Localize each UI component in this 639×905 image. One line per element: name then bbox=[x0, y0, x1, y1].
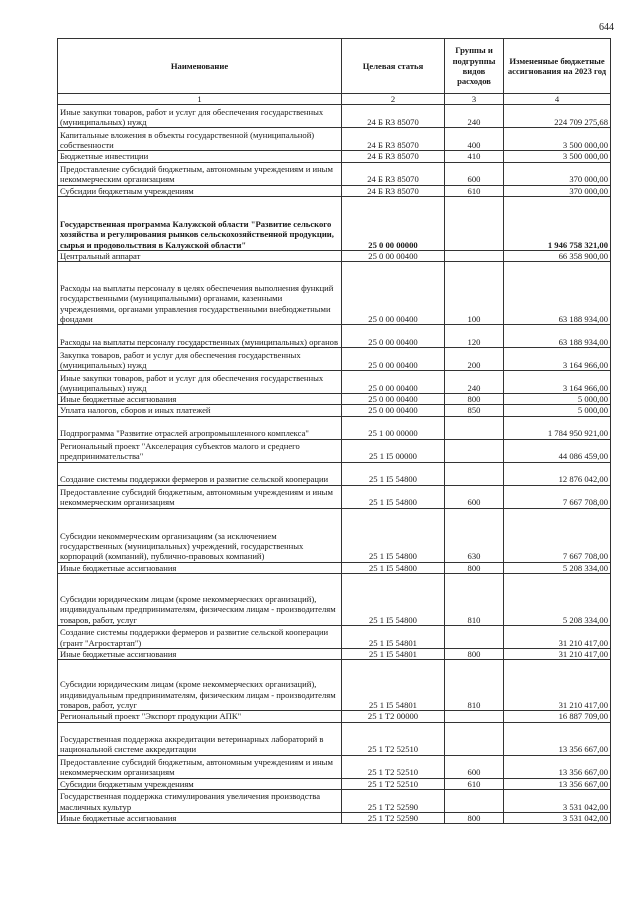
row-target-code: 24 Б R3 85070 bbox=[342, 162, 445, 185]
row-target-code: 25 0 00 00400 bbox=[342, 250, 445, 261]
row-name: Создание системы поддержки фермеров и развитие сельской кооперации (грант "Агростартап") bbox=[58, 626, 342, 649]
page-number: 644 bbox=[599, 22, 614, 33]
row-expense-group: 810 bbox=[445, 660, 504, 711]
row-name: Подпрограмма "Развитие отраслей агропромышленного комплекса" bbox=[58, 416, 342, 439]
row-target-code: 25 1 I5 54800 bbox=[342, 574, 445, 626]
row-expense-group bbox=[445, 250, 504, 261]
row-amount: 370 000,00 bbox=[504, 162, 611, 185]
table-header-row bbox=[58, 39, 611, 94]
table-row bbox=[58, 755, 611, 778]
row-expense-group: 410 bbox=[445, 151, 504, 162]
row-amount: 12 876 042,00 bbox=[504, 462, 611, 485]
table-body bbox=[58, 105, 611, 824]
row-expense-group bbox=[445, 626, 504, 649]
row-target-code: 25 1 I5 54800 bbox=[342, 462, 445, 485]
header-amount: Измененные бюджетные ассигнования на 2023 год bbox=[504, 39, 611, 94]
row-amount: 1 946 758 321,00 bbox=[504, 196, 611, 250]
row-name: Центральный аппарат bbox=[58, 250, 342, 261]
column-number: 2 bbox=[342, 94, 445, 105]
table-row bbox=[58, 649, 611, 660]
table-row bbox=[58, 574, 611, 626]
row-target-code: 25 1 I5 54801 bbox=[342, 660, 445, 711]
row-name: Закупка товаров, работ и услуг для обеспечения государственных (муниципальных) нужд bbox=[58, 348, 342, 371]
table-row bbox=[58, 485, 611, 508]
table-row bbox=[58, 325, 611, 348]
row-amount: 7 667 708,00 bbox=[504, 485, 611, 508]
row-target-code: 25 0 00 00400 bbox=[342, 325, 445, 348]
table-row bbox=[58, 462, 611, 485]
row-target-code: 25 1 00 00000 bbox=[342, 416, 445, 439]
header-name: Наименование bbox=[58, 39, 342, 94]
row-expense-group bbox=[445, 416, 504, 439]
row-expense-group: 600 bbox=[445, 162, 504, 185]
row-name: Капитальные вложения в объекты государственной (муниципальной) собственности bbox=[58, 128, 342, 151]
row-target-code: 25 1 I5 54800 bbox=[342, 485, 445, 508]
row-amount: 31 210 417,00 bbox=[504, 626, 611, 649]
row-expense-group: 400 bbox=[445, 128, 504, 151]
row-expense-group bbox=[445, 711, 504, 722]
row-expense-group: 610 bbox=[445, 778, 504, 789]
row-amount: 31 210 417,00 bbox=[504, 660, 611, 711]
row-name: Государственная поддержка стимулирования увеличения производства масличных культур bbox=[58, 789, 342, 812]
row-name: Расходы на выплаты персоналу государственных (муниципальных) органов bbox=[58, 325, 342, 348]
row-amount: 5 000,00 bbox=[504, 405, 611, 416]
table-row bbox=[58, 711, 611, 722]
table-row bbox=[58, 508, 611, 562]
row-target-code: 25 1 T2 52510 bbox=[342, 755, 445, 778]
row-target-code: 25 0 00 00400 bbox=[342, 371, 445, 394]
row-target-code: 25 0 00 00000 bbox=[342, 196, 445, 250]
row-name: Государственная программа Калужской области "Развитие сельского хозяйства и регулирования рынков сельскохозяйственной продукции, сырья и продовольствия в Калужской области" bbox=[58, 196, 342, 250]
row-name: Региональный проект "Экспорт продукции АПК" bbox=[58, 711, 342, 722]
row-target-code: 25 1 T2 00000 bbox=[342, 711, 445, 722]
row-target-code: 24 Б R3 85070 bbox=[342, 105, 445, 128]
row-target-code: 25 1 I5 54801 bbox=[342, 626, 445, 649]
row-amount: 5 208 334,00 bbox=[504, 562, 611, 573]
row-amount: 3 531 042,00 bbox=[504, 812, 611, 823]
table-row bbox=[58, 250, 611, 261]
table-row bbox=[58, 626, 611, 649]
row-expense-group bbox=[445, 462, 504, 485]
row-name: Иные бюджетные ассигнования bbox=[58, 394, 342, 405]
row-target-code: 25 1 I5 54800 bbox=[342, 562, 445, 573]
row-amount: 1 784 950 921,00 bbox=[504, 416, 611, 439]
table-row bbox=[58, 405, 611, 416]
row-name: Создание системы поддержки фермеров и развитие сельской кооперации bbox=[58, 462, 342, 485]
row-expense-group bbox=[445, 196, 504, 250]
row-name: Иные бюджетные ассигнования bbox=[58, 812, 342, 823]
row-target-code: 25 1 I5 00000 bbox=[342, 439, 445, 462]
row-amount: 13 356 667,00 bbox=[504, 778, 611, 789]
row-target-code: 25 1 T2 52510 bbox=[342, 778, 445, 789]
row-name: Предоставление субсидий бюджетным, автономным учреждениям и иным некоммерческим организациям bbox=[58, 755, 342, 778]
row-amount: 3 500 000,00 bbox=[504, 128, 611, 151]
row-name: Иные бюджетные ассигнования bbox=[58, 562, 342, 573]
table-row bbox=[58, 394, 611, 405]
row-name: Субсидии юридическим лицам (кроме некоммерческих организаций), индивидуальным предпринимателям, физическим лицам - производителям товаров, работ, услуг bbox=[58, 660, 342, 711]
row-amount: 16 887 709,00 bbox=[504, 711, 611, 722]
row-name: Иные закупки товаров, работ и услуг для обеспечения государственных (муниципальных) нужд bbox=[58, 105, 342, 128]
column-number-row bbox=[58, 94, 611, 105]
row-name: Расходы на выплаты персоналу в целях обеспечения выполнения функций государственными (муниципальными) органами, казенными учреждениями, органами управления государственными внебюджетными фондами bbox=[58, 262, 342, 325]
row-expense-group: 600 bbox=[445, 485, 504, 508]
table-row bbox=[58, 262, 611, 325]
row-amount: 31 210 417,00 bbox=[504, 649, 611, 660]
table-row bbox=[58, 812, 611, 823]
table-row bbox=[58, 778, 611, 789]
row-expense-group bbox=[445, 722, 504, 755]
row-expense-group: 850 bbox=[445, 405, 504, 416]
row-expense-group: 800 bbox=[445, 562, 504, 573]
row-target-code: 25 1 T2 52590 bbox=[342, 812, 445, 823]
row-expense-group: 240 bbox=[445, 105, 504, 128]
table-row bbox=[58, 196, 611, 250]
row-expense-group: 610 bbox=[445, 185, 504, 196]
table-row bbox=[58, 562, 611, 573]
column-number: 3 bbox=[445, 94, 504, 105]
row-amount: 3 164 966,00 bbox=[504, 348, 611, 371]
table-row bbox=[58, 105, 611, 128]
table-row bbox=[58, 185, 611, 196]
row-expense-group: 800 bbox=[445, 812, 504, 823]
row-expense-group: 120 bbox=[445, 325, 504, 348]
row-expense-group: 630 bbox=[445, 508, 504, 562]
row-amount: 3 164 966,00 bbox=[504, 371, 611, 394]
row-name: Субсидии юридическим лицам (кроме некоммерческих организаций), индивидуальным предпринимателям, физическим лицам - производителям товаров, работ, услуг bbox=[58, 574, 342, 626]
row-name: Государственная поддержка аккредитации ветеринарных лабораторий в национальной системе аккредитации bbox=[58, 722, 342, 755]
row-amount: 3 531 042,00 bbox=[504, 789, 611, 812]
table-row bbox=[58, 416, 611, 439]
row-amount: 7 667 708,00 bbox=[504, 508, 611, 562]
table-row bbox=[58, 789, 611, 812]
row-amount: 44 086 459,00 bbox=[504, 439, 611, 462]
column-number: 1 bbox=[58, 94, 342, 105]
row-amount: 3 500 000,00 bbox=[504, 151, 611, 162]
row-expense-group: 100 bbox=[445, 262, 504, 325]
row-target-code: 25 1 T2 52590 bbox=[342, 789, 445, 812]
header-target: Целевая статья bbox=[342, 39, 445, 94]
row-expense-group: 600 bbox=[445, 755, 504, 778]
row-name: Предоставление субсидий бюджетным, автономным учреждениям и иным некоммерческим организациям bbox=[58, 485, 342, 508]
row-target-code: 25 1 I5 54800 bbox=[342, 508, 445, 562]
table-row bbox=[58, 371, 611, 394]
table-row bbox=[58, 151, 611, 162]
table-row bbox=[58, 162, 611, 185]
table-row bbox=[58, 439, 611, 462]
row-target-code: 25 1 T2 52510 bbox=[342, 722, 445, 755]
row-target-code: 24 Б R3 85070 bbox=[342, 128, 445, 151]
table-row bbox=[58, 722, 611, 755]
row-expense-group: 800 bbox=[445, 394, 504, 405]
row-expense-group: 240 bbox=[445, 371, 504, 394]
column-number: 4 bbox=[504, 94, 611, 105]
row-expense-group bbox=[445, 439, 504, 462]
row-name: Иные бюджетные ассигнования bbox=[58, 649, 342, 660]
row-amount: 63 188 934,00 bbox=[504, 325, 611, 348]
row-expense-group: 200 bbox=[445, 348, 504, 371]
row-target-code: 25 0 00 00400 bbox=[342, 405, 445, 416]
row-target-code: 25 0 00 00400 bbox=[342, 262, 445, 325]
row-expense-group bbox=[445, 789, 504, 812]
row-name: Субсидии некоммерческим организациям (за исключением государственных (муниципальных) учреждений, государственных корпораций (компаний), публично-правовых компаний) bbox=[58, 508, 342, 562]
row-target-code: 25 0 00 00400 bbox=[342, 348, 445, 371]
row-amount: 66 358 900,00 bbox=[504, 250, 611, 261]
row-amount: 13 356 667,00 bbox=[504, 755, 611, 778]
table-row bbox=[58, 660, 611, 711]
row-expense-group: 810 bbox=[445, 574, 504, 626]
row-name: Уплата налогов, сборов и иных платежей bbox=[58, 405, 342, 416]
row-amount: 63 188 934,00 bbox=[504, 262, 611, 325]
table-row bbox=[58, 128, 611, 151]
row-name: Субсидии бюджетным учреждениям bbox=[58, 778, 342, 789]
row-target-code: 24 Б R3 85070 bbox=[342, 185, 445, 196]
row-target-code: 24 Б R3 85070 bbox=[342, 151, 445, 162]
row-name: Иные закупки товаров, работ и услуг для обеспечения государственных (муниципальных) нужд bbox=[58, 371, 342, 394]
row-target-code: 25 0 00 00400 bbox=[342, 394, 445, 405]
row-amount: 13 356 667,00 bbox=[504, 722, 611, 755]
row-amount: 5 000,00 bbox=[504, 394, 611, 405]
row-name: Предоставление субсидий бюджетным, автономным учреждениям и иным некоммерческим организациям bbox=[58, 162, 342, 185]
row-name: Бюджетные инвестиции bbox=[58, 151, 342, 162]
budget-table bbox=[57, 38, 611, 824]
row-amount: 224 709 275,68 bbox=[504, 105, 611, 128]
row-expense-group: 800 bbox=[445, 649, 504, 660]
row-target-code: 25 1 I5 54801 bbox=[342, 649, 445, 660]
row-name: Субсидии бюджетным учреждениям bbox=[58, 185, 342, 196]
row-amount: 5 208 334,00 bbox=[504, 574, 611, 626]
table-row bbox=[58, 348, 611, 371]
header-group: Группы и подгруппы видов расходов bbox=[445, 39, 504, 94]
row-amount: 370 000,00 bbox=[504, 185, 611, 196]
row-name: Региональный проект "Акселерация субъектов малого и среднего предпринимательства" bbox=[58, 439, 342, 462]
